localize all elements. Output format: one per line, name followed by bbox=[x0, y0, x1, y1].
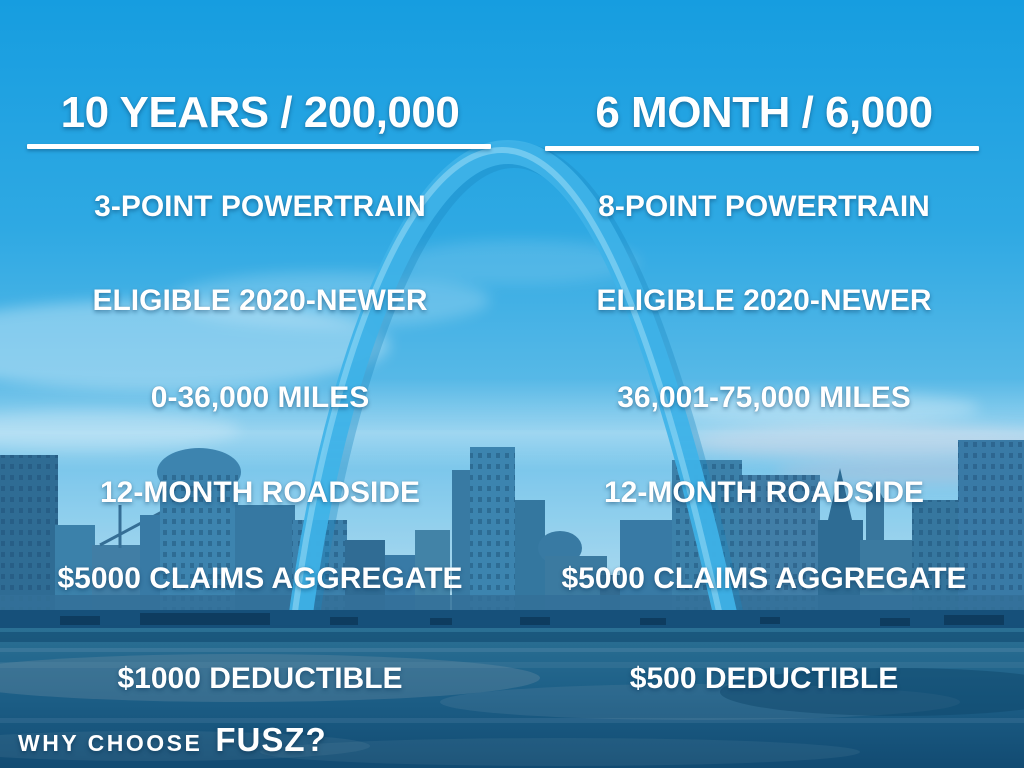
plan-feature-deductible: $500 DEDUCTIBLE bbox=[629, 662, 899, 695]
plan-feature-deductible: $1000 DEDUCTIBLE bbox=[117, 662, 403, 695]
plan-feature-powertrain: 3-POINT POWERTRAIN bbox=[94, 190, 426, 223]
plan-column-6mo bbox=[518, 0, 1010, 768]
plan-column-10yr bbox=[14, 0, 506, 768]
plan-feature-mileage: 0-36,000 MILES bbox=[150, 381, 370, 414]
plan-feature-eligibility: ELIGIBLE 2020-NEWER bbox=[596, 284, 932, 317]
plan-heading-10yr: 10 YEARS / 200,000 bbox=[60, 88, 460, 137]
footer-tagline bbox=[18, 721, 327, 759]
heading-underline bbox=[545, 146, 979, 151]
plan-feature-powertrain: 8-POINT POWERTRAIN bbox=[598, 190, 930, 223]
brand-wordmark: FUSZ? bbox=[215, 721, 327, 758]
plan-feature-claims: $5000 CLAIMS AGGREGATE bbox=[561, 562, 967, 595]
plan-feature-roadside: 12-MONTH ROADSIDE bbox=[603, 476, 925, 509]
tagline-prefix: WHY CHOOSE bbox=[18, 730, 203, 756]
plan-heading-6mo: 6 MONTH / 6,000 bbox=[595, 88, 933, 137]
heading-underline bbox=[27, 144, 491, 149]
plan-feature-claims: $5000 CLAIMS AGGREGATE bbox=[57, 562, 463, 595]
plan-feature-roadside: 12-MONTH ROADSIDE bbox=[99, 476, 421, 509]
plan-feature-mileage: 36,001-75,000 MILES bbox=[617, 381, 911, 414]
plan-feature-eligibility: ELIGIBLE 2020-NEWER bbox=[92, 284, 428, 317]
